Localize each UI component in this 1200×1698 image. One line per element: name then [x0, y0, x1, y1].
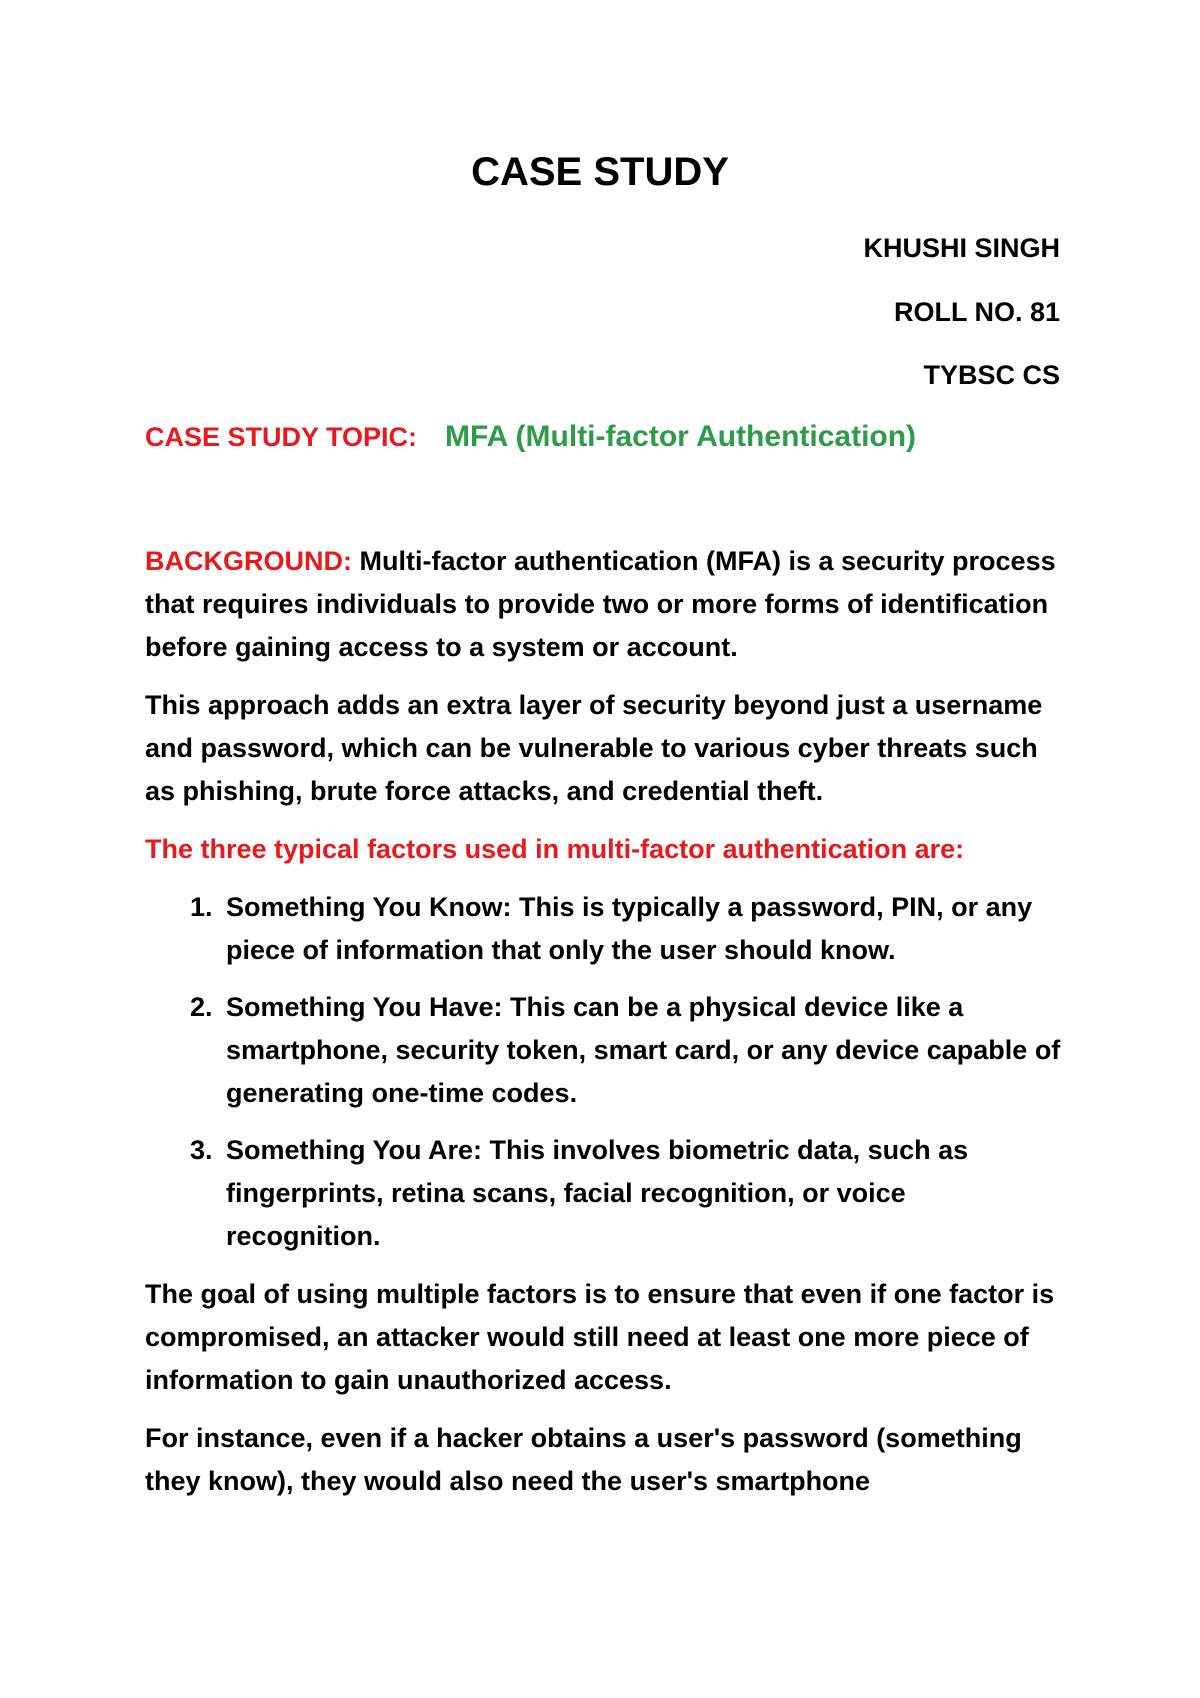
- factor-item-have: 2. Something You Have: This can be a physical device like a smartphone, security token, smart card, or any device capable of generating one-time codes.: [220, 986, 1065, 1115]
- factors-list: [145, 886, 1065, 1258]
- factor-item-are: 3. Something You Are: This involves biometric data, such as fingerprints, retina scans, facial recognition, or voice recognition.: [220, 1129, 1065, 1258]
- topic-row: [145, 420, 916, 454]
- paragraph-approach: This approach adds an extra layer of security beyond just a username and password, which can be vulnerable to various cyber threats such as phishing, brute force attacks, and credential theft.: [145, 690, 1043, 806]
- topic-label: CASE STUDY TOPIC:: [145, 422, 418, 452]
- background-label: BACKGROUND:: [145, 546, 352, 576]
- paragraph-goal: The goal of using multiple factors is to ensure that even if one factor is compromised, an attacker would still need at least one more piece of information to gain unauthorized access.: [145, 1279, 1055, 1395]
- factors-heading: The three typical factors used in multi-factor authentication are:: [145, 834, 965, 864]
- class-name: TYBSC CS: [923, 360, 1060, 390]
- background-paragraph: [145, 540, 1065, 669]
- topic-value: MFA (Multi-factor Authentication): [445, 420, 917, 453]
- author-name: KHUSHI SINGH: [863, 233, 1060, 263]
- document-body: [145, 540, 1065, 1518]
- roll-number: ROLL NO. 81: [893, 297, 1060, 327]
- background-text: Multi-factor authentication (MFA) is a security process that requires individuals to provide two or more forms of identification before gaining access to a system or account.: [145, 546, 1056, 662]
- document-title: CASE STUDY: [471, 150, 729, 194]
- paragraph-instance: For instance, even if a hacker obtains a user's password (something they know), they would also need the user's smartphone: [145, 1423, 1022, 1496]
- factor-item-know: 1. Something You Know: This is typically a password, PIN, or any piece of information that only the user should know.: [220, 886, 1065, 972]
